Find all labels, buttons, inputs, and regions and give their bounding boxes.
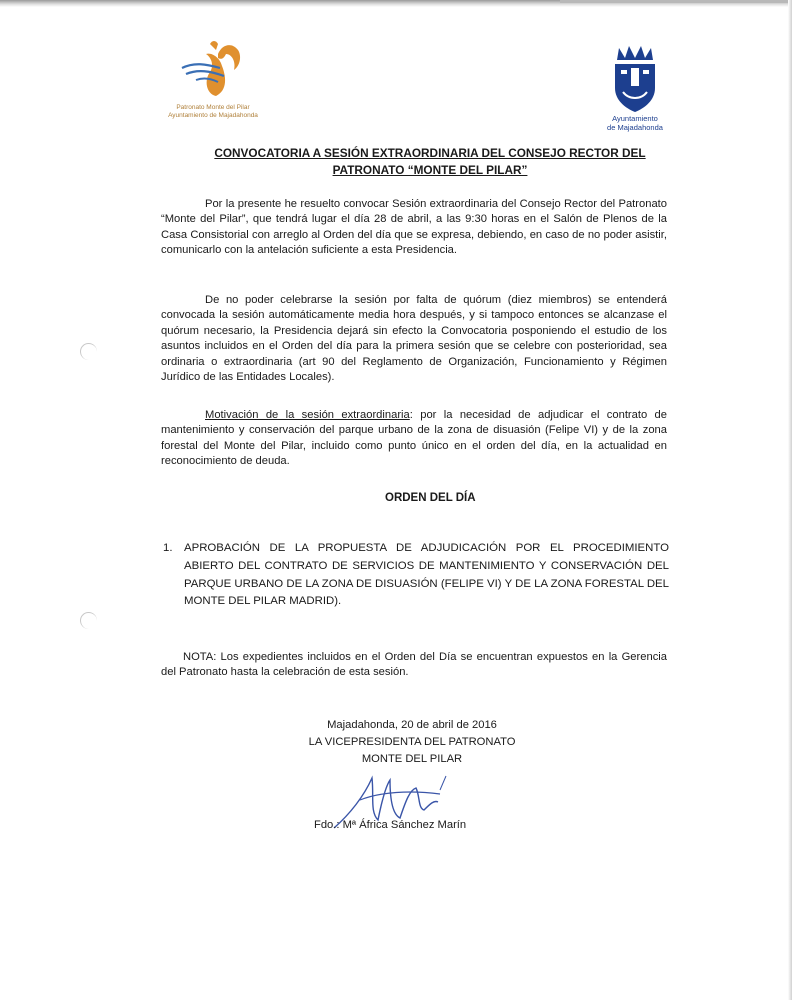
document-title-line1: CONVOCATORIA A SESIÓN EXTRAORDINARIA DEL CONSEJO RECTOR DEL [214, 146, 646, 160]
ayuntamiento-logo [590, 42, 680, 138]
scan-top-mark [560, 0, 790, 3]
patronato-logo [158, 34, 268, 126]
agenda-item-text: APROBACIÓN DE LA PROPUESTA DE ADJUDICACIÓN POR EL PROCEDIMIENTO ABIERTO DEL CONTRATO DE SERVICIOS DE MANTENIMIENTO Y CONSERVACIÓN DEL PARQUE URBANO DE LA ZONA DE DISUASIÓN (FELIPE VI) Y DE LA ZONA FORESTAL DEL MONTE DEL PILAR MADRID). [184, 542, 669, 608]
squirrel-logo-icon [176, 34, 248, 106]
ayuntamiento-logo-subcaption: de Majadahonda [607, 123, 663, 132]
signer-role-org: MONTE DEL PILAR [361, 753, 463, 765]
patronato-logo-caption: Patronato Monte del Pilar [176, 104, 250, 111]
agenda-heading: ORDEN DEL DÍA [385, 492, 476, 504]
closing-block [296, 717, 528, 768]
motivation-label: Motivación de la sesión extraordinaria [205, 409, 410, 421]
signer-role: LA VICEPRESIDENTA DEL PATRONATO [308, 736, 516, 748]
punch-hole-mark [80, 612, 97, 629]
quorum-paragraph [161, 293, 667, 385]
motivation-text: : por la necesidad de adjudicar el contrato de mantenimiento y conservación del parque urbano de la zona de disuasión (Felipe VI) y de la zona forestal del Monte del Pilar, incluido como punto único en el orden del día, en la actualidad en reconocimiento de deuda. [161, 409, 667, 468]
motivation-paragraph [161, 408, 667, 470]
scan-right-edge [788, 0, 792, 1000]
document-title-line2: PATRONATO “MONTE DEL PILAR” [332, 163, 528, 177]
patronato-logo-subcaption: Ayuntamiento de Majadahonda [168, 112, 258, 119]
ayuntamiento-logo-caption: Ayuntamiento [612, 114, 658, 123]
signer-name: Fdo.: Mª África Sánchez Marín [314, 819, 467, 831]
note-paragraph [161, 650, 667, 681]
crest-logo-icon [609, 42, 661, 114]
document-title [150, 145, 710, 179]
convocation-paragraph [161, 197, 667, 259]
note-text: NOTA: Los expedientes incluidos en el Orden del Día se encuentran expuestos en la Gerencia del Patronato hasta la celebración de esta sesión. [161, 651, 667, 679]
quorum-text: De no poder celebrarse la sesión por falta de quórum (diez miembros) se entenderá convocada la sesión automáticamente media hora después, y si tampoco entonces se alcanzase el quórum necesario, la Presidencia dejará sin efecto la Convocatoria posponiendo el estudio de los asuntos incluidos en el Orden del día para la primera sesión que se celebre con posterioridad, sea ordinaria o extraordinaria (art 90 del Reglamento de Organización, Funcionamiento y Régimen Jurídico de las Entidades Locales). [161, 294, 667, 384]
convocation-text: Por la presente he resuelto convocar Sesión extraordinaria del Consejo Rector del Patronato “Monte del Pilar”, que tendrá lugar el día 28 de abril, a las 9:30 horas en el Salón de Plenos de la Casa Consistorial con arreglo al Orden del día que se expresa, debiendo, en caso de no poder asistir, comunicarlo con la antelación suficiente a esta Presidencia. [161, 198, 667, 257]
place-date: Majadahonda, 20 de abril de 2016 [327, 719, 497, 731]
agenda-item-number: 1. [163, 542, 173, 554]
punch-hole-mark [80, 343, 97, 360]
